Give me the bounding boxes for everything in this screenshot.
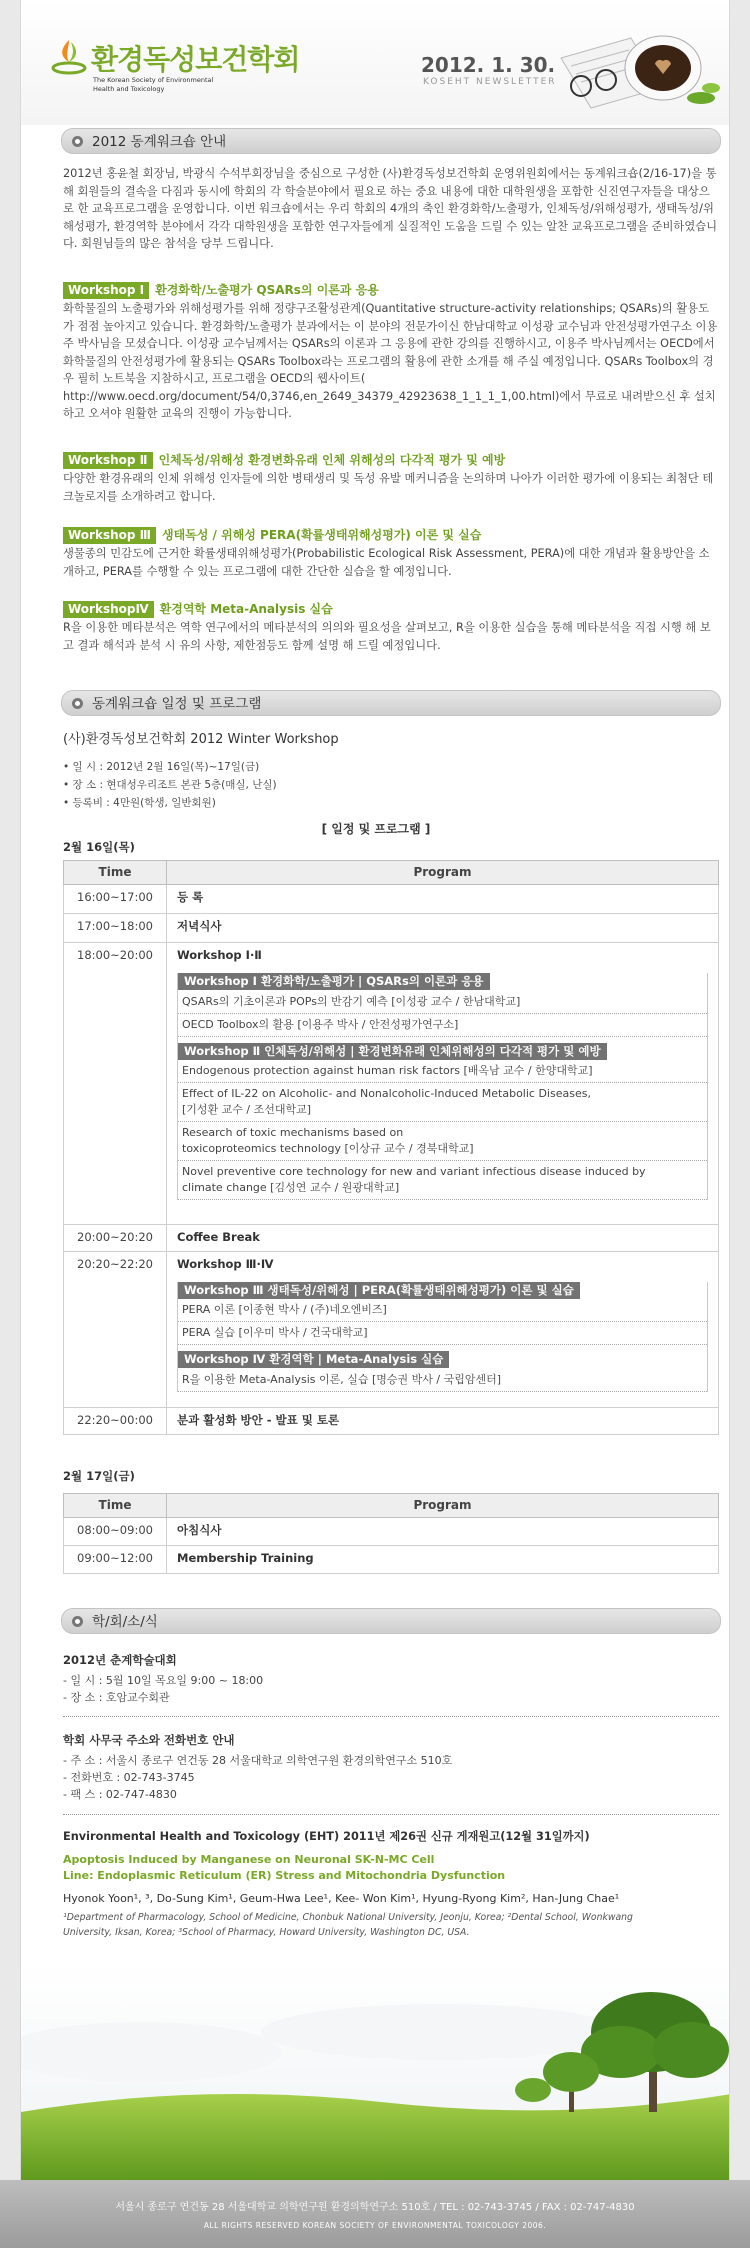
list-item: Endogenous protection against human risk factors [배옥남 교수 / 한양대학교] xyxy=(178,1060,707,1083)
list-item: PERA 실습 [이우미 박사 / 건국대학교] xyxy=(178,1322,707,1345)
list-item: R을 이용한 Meta-Analysis 이론, 실습 [명승권 박사 / 국립암센터] xyxy=(178,1369,707,1392)
meeting-place: - 장 소 : 호암교수회관 xyxy=(63,1691,170,1704)
program-cell xyxy=(167,943,719,1225)
table-header-row xyxy=(64,1494,719,1518)
table-row xyxy=(64,943,719,1225)
section-title: 학/회/소/식 xyxy=(92,1614,158,1630)
time-cell: 09:00~12:00 xyxy=(64,1546,167,1574)
workshop3-title: 생태독성 / 위해성 PERA(확률생태위해성평가) 이론 및 실습 xyxy=(162,528,482,542)
time-cell: 20:00~20:20 xyxy=(64,1225,167,1252)
workshop4-bar: Workshop Ⅳ 환경역학 | Meta-Analysis 실습 xyxy=(178,1351,449,1368)
section-title: 2012 동계워크숍 안내 xyxy=(92,134,227,150)
workshop1-tag: Workshop Ⅰ xyxy=(63,282,149,299)
workshop1-title: 환경화학/노출평가 QSARs의 이론과 응용 xyxy=(155,283,379,297)
section-workshop-guide-bar xyxy=(61,128,721,154)
workshop4-heading xyxy=(63,600,333,619)
program-title: [ 일정 및 프로그램 ] xyxy=(321,822,431,836)
footer xyxy=(0,2180,750,2248)
program-cell: 분과 활성화 방안 - 발표 및 토론 xyxy=(167,1407,719,1434)
workshop1-desc: 화학물질의 노출평가와 위해성평가를 위해 정량구조활성관계(Quantitative structure-activity relationships; QSARs)의 활용도가 점점 높아지고 있습니다. 환경화학/노출평가 분과에서는 이 분야의 전문가이신 한남대학교 이성광 교수님과 안전성평가연구소 이용주 박사님을 모셨습니다. 이성광 교수님께서는 QSARs의 이론과 그 응용에 관한 강의를 진행하시고, 이용주 박사님께서는 OECD에서 화학물질의 안전성평가에 활용되는 QSARs Toolbox라는 프로그램의 활용에 관한 소개를 해 주실 예정입니다. QSARs Toolbox의 경우 필히 노트북을 지참하시고, 프로그램을 OECD의 웹사이트( http://www.oecd.org/document/54/0,3746,en_2649_34379_42923638_1_1_1_1,00.html)에서 무료로 내려받으신 후 설치하고 오셔야 원활한 교육의 진행이 가능합니다. xyxy=(63,302,718,420)
office-title: 학회 사무국 주소와 전화번호 안내 xyxy=(63,1733,235,1747)
workshop2-tag: Workshop Ⅱ xyxy=(63,452,153,469)
workshop2-title: 인체독성/위해성 환경변화유래 인체 위해성의 다각적 평가 및 예방 xyxy=(158,453,506,467)
coffee-cup-icon xyxy=(551,18,721,118)
org-name-en xyxy=(93,76,213,94)
paper-title-line2: Line: Endoplasmic Reticulum (ER) Stress and Mitochondria Dysfunction xyxy=(63,1869,506,1882)
affiliation-line2: University, Iksan, Korea; ³School of Pharmacy, Howard University, Washington DC, USA. xyxy=(63,1927,470,1938)
section-schedule-bar xyxy=(61,690,721,716)
meeting-date: - 일 시 : 5월 10일 목요일 9:00 ~ 18:00 xyxy=(63,1674,264,1687)
info-fee: • 등록비 : 4만원(학생, 일반회원) xyxy=(63,797,216,809)
paper-title-line1: Apoptosis Induced by Manganese on Neuronal SK-N-MC Cell xyxy=(63,1853,435,1866)
spring-meeting-info xyxy=(63,1672,263,1706)
workshop1-bar: Workshop Ⅰ 환경화학/노출평가 | QSARs의 이론과 응용 xyxy=(178,973,490,990)
list-item: PERA 이론 [이종현 박사 / (주)네오엔비즈] xyxy=(178,1299,707,1322)
col-time-header: Time xyxy=(64,861,167,885)
footer-copyright: ALL RIGHTS RESERVED KOREAN SOCIETY OF ENVIRONMENTAL TOXICOLOGY 2006. xyxy=(203,2221,547,2230)
logo-mark-icon xyxy=(51,38,87,78)
time-cell: 16:00~17:00 xyxy=(64,885,167,914)
workshop4-tag: WorkshopⅣ xyxy=(63,601,154,618)
workshop3-tag: Workshop Ⅲ xyxy=(63,527,156,544)
program-cell: 아침식사 xyxy=(167,1518,719,1546)
day2-label: 2월 17일(금) xyxy=(63,1469,135,1483)
list-item: Novel preventive core technology for new and variant infectious disease induced by climate change [김성연 교수 / 원광대학교] xyxy=(178,1161,707,1200)
day1-schedule-table xyxy=(63,860,719,1435)
program-cell: 저녁식사 xyxy=(167,914,719,943)
workshop2-heading xyxy=(63,451,505,470)
table-row xyxy=(64,914,719,943)
list-item: Research of toxic mechanisms based on toxicoproteomics technology [이상규 교수 / 경북대학교] xyxy=(178,1122,707,1161)
col-time-header: Time xyxy=(64,1494,167,1518)
office-info xyxy=(63,1752,452,1803)
day2-schedule-table xyxy=(63,1493,719,1574)
newsletter-label: KOSEHT NEWSLETTER xyxy=(423,77,557,87)
table-row xyxy=(64,1546,719,1574)
paper-authors: Hyonok Yoon¹, ³, Do-Sung Kim¹, Geum-Hwa Lee¹, Kee- Won Kim¹, Hyung-Ryong Kim², Han-Jung Chae¹ xyxy=(63,1892,620,1905)
workshop-intro: 2012년 홍윤철 회장님, 박광식 수석부회장님을 중심으로 구성한 (사)환경독성보건학회 운영위원회에서는 동계워크숍(2/16-17)을 통해 회원들의 결속을 다짐과 동시에 학회의 각 학술분야에서 필요로 하는 중요 내용에 대한 대학원생을 포함한 신진연구자들을 대상으로 한 교육프로그램을 운영합니다. 이번 워크숍에서는 우리 학회의 4개의 축인 환경화학/노출평가, 인체독성/위해성평가, 생태독성/위해성평가, 환경역학 분야에서 각각 대학원생을 포함한 연구자들에게 실질적인 도움을 드릴 수 있는 알찬 교육프로그램을 준비하였습니다. 회원님들의 많은 참석을 당부 드립니다. xyxy=(63,167,718,250)
list-item: QSARs의 기초이론과 POPs의 반감기 예측 [이성광 교수 / 한남대학교] xyxy=(178,991,707,1014)
time-cell: 22:20~00:00 xyxy=(64,1407,167,1434)
newsletter-paper xyxy=(20,0,730,2180)
office-phone: - 전화번호 : 02-743-3745 xyxy=(63,1771,195,1784)
org-name-en-line1: The Korean Society of Environmental xyxy=(93,76,214,84)
workshop34-detail xyxy=(177,1282,708,1393)
table-header-row xyxy=(64,861,719,885)
table-row xyxy=(64,885,719,914)
workshop12-label: Workshop Ⅰ·Ⅱ xyxy=(177,948,262,962)
table-row xyxy=(64,1407,719,1434)
col-program-header: Program xyxy=(167,1494,719,1518)
footer-address: 서울시 종로구 연건동 28 서울대학교 의학연구원 환경의학연구소 510호 / TEL : 02-743-3745 / FAX : 02-747-4830 xyxy=(115,2202,635,2213)
program-cell: Membership Training xyxy=(167,1546,719,1574)
winter-workshop-heading: (사)환경독성보건학회 2012 Winter Workshop xyxy=(63,732,339,747)
workshop3-desc: 생물종의 민감도에 근거한 확률생태위해성평가(Probabilistic Ecological Risk Assessment, PERA)에 대한 개념과 활용방안을 소개하고, PERA를 수행할 수 있는 프로그램에 대한 간단한 실습을 할 예정입니다. xyxy=(63,547,710,578)
spring-meeting-title: 2012년 춘계학술대회 xyxy=(63,1653,177,1667)
workshop3-heading xyxy=(63,526,481,545)
office-fax: - 팩 스 : 02-747-4830 xyxy=(63,1788,177,1801)
section-bullet-icon xyxy=(72,136,83,147)
time-cell: 08:00~09:00 xyxy=(64,1518,167,1546)
workshop-info xyxy=(63,758,277,812)
col-program-header: Program xyxy=(167,861,719,885)
org-name-en-line2: Health and Toxicology xyxy=(93,85,165,93)
day1-label: 2월 16일(목) xyxy=(63,840,135,854)
divider xyxy=(63,1716,719,1717)
program-cell: Coffee Break xyxy=(167,1225,719,1252)
section-bullet-icon xyxy=(72,698,83,709)
issue-date: 2012. 1. 30. xyxy=(421,53,556,77)
workshop2-desc: 다양한 환경유래의 인체 위해성 인자들에 의한 병태생리 및 독성 유발 메커니즘을 논의하며 나아가 이러한 평가에 이용되는 최첨단 테크놀로지를 소개하려고 합니다. xyxy=(63,472,714,503)
workshop4-title: 환경역학 Meta-Analysis 실습 xyxy=(159,602,333,616)
program-cell xyxy=(167,1251,719,1407)
info-date: • 일 시 : 2012년 2월 16일(목)~17일(금) xyxy=(63,761,260,773)
section-news-bar xyxy=(61,1608,721,1634)
affiliation-line1: ¹Department of Pharmacology, School of Medicine, Chonbuk National University, Jeonju, Korea; ²Dental School, Wonkwang xyxy=(63,1912,633,1923)
divider xyxy=(63,1814,719,1815)
time-cell: 20:20~22:20 xyxy=(64,1251,167,1407)
paper-affiliations xyxy=(63,1910,633,1940)
section-title: 동계워크숍 일정 및 프로그램 xyxy=(92,696,262,712)
workshop34-label: Workshop Ⅲ·Ⅳ xyxy=(177,1256,274,1271)
workshop4-desc: R을 이용한 메타분석은 역학 연구에서의 메타분석의 의의와 필요성을 살펴보고, R을 이용한 실습을 통해 메타분석을 직접 시행 해 보고 결과 해석과 분석 시 유의 사항, 제한점등도 함께 설명 해 드릴 예정입니다. xyxy=(63,621,711,652)
info-place: • 장 소 : 현대성우리조트 본관 5층(매실, 난실) xyxy=(63,779,277,791)
table-row xyxy=(64,1518,719,1546)
time-cell: 17:00~18:00 xyxy=(64,914,167,943)
workshop12-detail xyxy=(177,973,708,1201)
header xyxy=(21,0,729,125)
time-cell: 18:00~20:00 xyxy=(64,943,167,1225)
section-bullet-icon xyxy=(72,1616,83,1627)
workshop2-bar: Workshop Ⅱ 인체독성/위해성 | 환경변화유래 인체위해성의 다각적 평가 및 예방 xyxy=(178,1043,607,1060)
eht-title: Environmental Health and Toxicology (EHT) 2011년 제26권 신규 게재원고(12월 31일까지) xyxy=(63,1830,590,1843)
program-cell: 등 록 xyxy=(167,885,719,914)
list-item: Effect of IL-22 on Alcoholic- and Nonalcoholic-Induced Metabolic Diseases, [기성환 교수 / 조선대학교] xyxy=(178,1083,707,1122)
paper-title[interactable] xyxy=(63,1852,505,1884)
table-row xyxy=(64,1225,719,1252)
office-address: - 주 소 : 서울시 종로구 연건동 28 서울대학교 의학연구원 환경의학연구소 510호 xyxy=(63,1754,453,1767)
list-item: OECD Toolbox의 활용 [이용주 박사 / 안전성평가연구소] xyxy=(178,1014,707,1037)
table-row xyxy=(64,1251,719,1407)
org-name-kr: 환경독성보건학회 xyxy=(91,43,300,76)
workshop3-bar: Workshop Ⅲ 생태독성/위해성 | PERA(확률생태위해성평가) 이론 및 실습 xyxy=(178,1282,580,1299)
landscape-illustration xyxy=(21,1962,730,2180)
workshop1-heading xyxy=(63,281,379,300)
